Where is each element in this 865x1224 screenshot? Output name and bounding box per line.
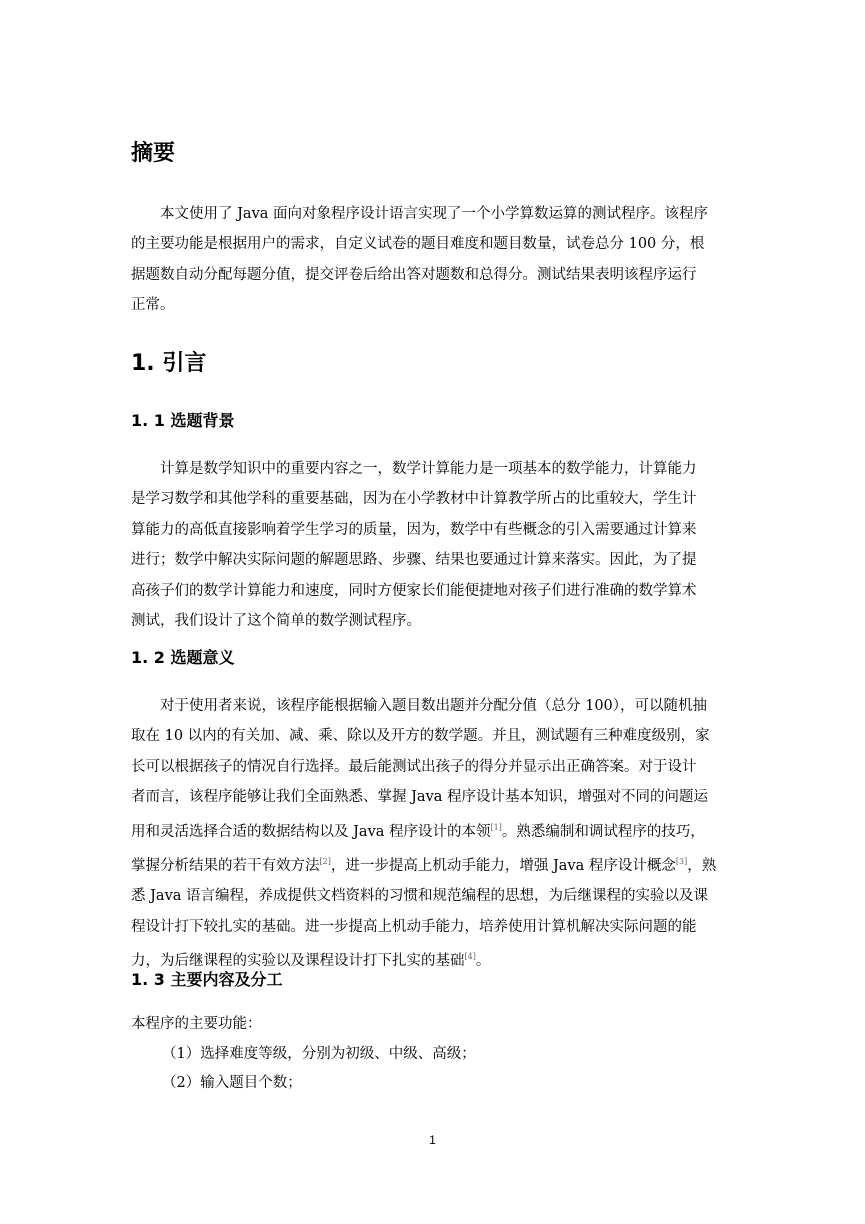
abstract-line: 本文使用了 Java 面向对象程序设计语言实现了一个小学算数运算的测试程序。该程序 xyxy=(160,206,709,222)
body-text: 用和灵活选择合适的数据结构以及 Java 程序设计的本领 xyxy=(131,823,491,840)
abstract-paragraph xyxy=(131,199,736,321)
body-line: 高孩子们的数学计算能力和速度，同时方便家长们能便捷地对孩子们进行准确的数学算术 xyxy=(131,582,697,599)
list-item: （1）选择难度等级，分别为初级、中级、高级； xyxy=(162,1046,476,1062)
citation-1: [1] xyxy=(490,822,502,832)
abstract-line: 据题数自动分配每题分值，提交评卷后给出答对题数和总得分。测试结果表明该程序运行 xyxy=(131,266,697,283)
body-line: 计算是数学知识中的重要内容之一，数学计算能力是一项基本的数学能力，计算能力 xyxy=(160,461,697,477)
abstract-line: 正常。 xyxy=(131,297,175,314)
body-line: 取在 10 以内的有关加、减、乘、除以及开方的数学题。并且，测试题有三种难度级别，家 xyxy=(131,728,710,745)
list-item: （2）输入题目个数； xyxy=(162,1075,302,1091)
body-text: ，进一步提高上机动手能力，增强 Java 程序设计概念 xyxy=(330,857,676,874)
citation-3: [3] xyxy=(675,856,688,866)
body-line: 长可以根据孩子的情况自行选择。最后能测试出孩子的得分并显示出正确答案。对于设计 xyxy=(131,758,697,775)
section-1-1-paragraph xyxy=(131,454,736,636)
body-line: 者而言，该程序能够让我们全面熟悉、掌握 Java 程序设计基本知识，增强对不同的问题运 xyxy=(131,789,709,806)
body-text: ，熟 xyxy=(687,857,717,874)
body-text: 力，为后继课程的实验以及课程设计打下扎实的基础 xyxy=(131,952,465,969)
body-text: 。 xyxy=(475,952,491,969)
body-line xyxy=(131,813,736,847)
citation-4: [4] xyxy=(464,951,476,961)
section-1-1-title: 1. 1 选题背景 xyxy=(131,411,235,430)
body-line: 进行；数学中解决实际问题的解题思路、步骤、结果也要通过计算来落实。因此，为了提 xyxy=(131,552,697,569)
body-text: 掌握分析结果的若干有效方法 xyxy=(131,857,320,874)
abstract-title: 摘要 xyxy=(131,141,176,166)
body-line: 程设计打下较扎实的基础。进一步提高上机动手能力，培养使用计算机解决实际问题的能 xyxy=(131,918,697,935)
page-number: 1 xyxy=(429,1133,436,1147)
body-line xyxy=(131,847,736,881)
section-1-2-title: 1. 2 选题意义 xyxy=(131,648,235,667)
section-1-2-paragraph xyxy=(131,691,736,976)
body-line: 悉 Java 语言编程，养成提供文档资料的习惯和规范编程的思想，为后继课程的实验以及课 xyxy=(131,888,709,905)
citation-2: [2] xyxy=(319,856,331,866)
section-1-3-title: 1. 3 主要内容及分工 xyxy=(131,970,283,989)
section-1-title: 1. 引言 xyxy=(131,351,207,376)
body-line: 算能力的高低直接影响着学生学习的质量，因为，数学中有些概念的引入需要通过计算来 xyxy=(131,521,697,538)
body-line: 是学习数学和其他学科的重要基础，因为在小学教材中计算教学所占的比重较大，学生计 xyxy=(131,491,697,508)
body-line: 对于使用者来说，该程序能根据输入题目数出题并分配分值（总分 100），可以随机抽 xyxy=(160,698,708,714)
section-1-3-intro: 本程序的主要功能： xyxy=(131,1016,262,1032)
body-text: 。熟悉编制和调试程序的技巧， xyxy=(501,823,705,840)
body-line: 测试，我们设计了这个简单的数学测试程序。 xyxy=(131,613,421,630)
abstract-line: 的主要功能是根据用户的需求，自定义试卷的题目难度和题目数量，试卷总分 100 分，根 xyxy=(131,236,705,253)
